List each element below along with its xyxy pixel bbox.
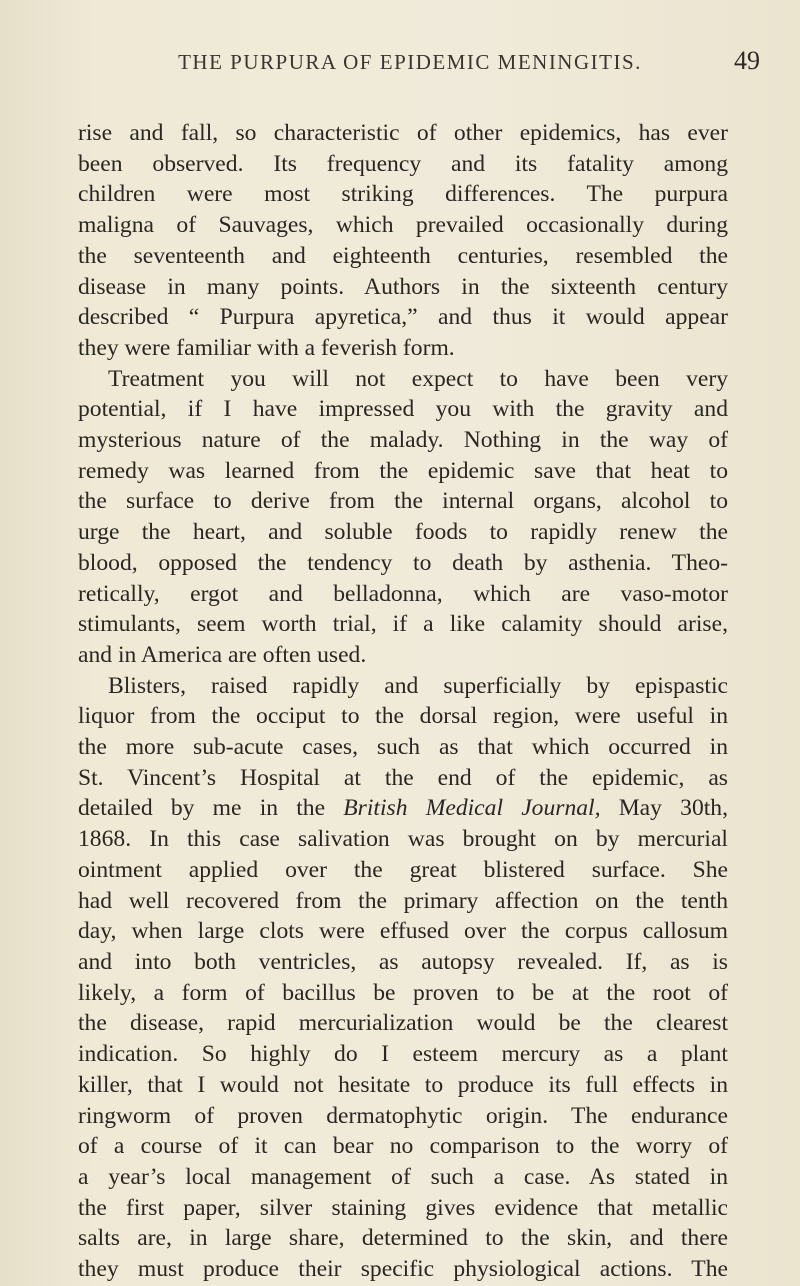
journal-title: British Medical Journal, — [343, 795, 601, 822]
text-line: likely, a form of bacillus be proven to be at the root of — [78, 979, 728, 1006]
text-line: Treatment you will not expect to have been very — [108, 365, 728, 392]
text-line: St. Vincent’s Hospital at the end of the epidemic, as — [78, 764, 728, 791]
text-line: Blisters, raised rapidly and superficially by epispastic — [108, 672, 728, 699]
text-line: of a course of it can bear no comparison to the worry of — [78, 1133, 728, 1160]
text-line: been observed. Its frequency and its fatality among — [78, 150, 728, 177]
text-line: retically, ergot and belladonna, which are vaso-motor — [78, 580, 728, 607]
text-line: disease in many points. Authors in the sixteenth century — [78, 273, 728, 300]
text-line: salts are, in large share, determined to the skin, and there — [78, 1225, 728, 1252]
text-line: children were most striking differences. The purpura — [78, 181, 728, 208]
text-fragment: detailed by me in the — [78, 795, 344, 822]
text-line: stimulants, seem worth trial, if a like calamity should arise, — [78, 611, 728, 638]
text-line: and into both ventricles, as autopsy revealed. If, as is — [78, 948, 728, 975]
text-line: urge the heart, and soluble foods to rapidly renew the — [78, 519, 728, 546]
text-line: rise and fall, so characteristic of other epidemics, has ever — [78, 120, 728, 146]
text-line: ringworm of proven dermatophytic origin. The endurance — [78, 1102, 728, 1129]
text-line: mysterious nature of the malady. Nothing in the way of — [78, 427, 728, 454]
text-line: remedy was learned from the epidemic save that heat to — [78, 457, 728, 484]
text-line: 1868. In this case salivation was brought on by mercurial — [78, 826, 728, 853]
text-line-with-citation — [78, 793, 728, 824]
text-line: had well recovered from the primary affection on the tenth — [78, 887, 728, 914]
page-header — [60, 46, 760, 90]
text-line: indication. So highly do I esteem mercury as a plant — [78, 1041, 728, 1068]
paragraph-1 — [78, 118, 728, 364]
text-line: blood, opposed the tendency to death by asthenia. Theo- — [78, 549, 728, 576]
text-line: a year’s local management of such a case. As stated in — [78, 1163, 728, 1190]
text-line: and in America are often used. — [78, 641, 367, 668]
paragraph-2 — [78, 364, 728, 671]
text-line: killer, that I would not hesitate to produce its full effects in — [78, 1071, 728, 1098]
text-line: they were familiar with a feverish form. — [78, 334, 455, 361]
text-line: the more sub-acute cases, such as that which occurred in — [78, 734, 728, 761]
text-line: ointment applied over the great blistered surface. She — [78, 856, 728, 883]
text-line: maligna of Sauvages, which prevailed occasionally during — [78, 212, 728, 239]
text-line: described “ Purpura apyretica,” and thus it would appear — [78, 304, 728, 331]
text-line: day, when large clots were effused over the corpus callosum — [78, 918, 728, 945]
text-line: liquor from the occiput to the dorsal region, were useful in — [78, 703, 728, 730]
text-line: the surface to derive from the internal organs, alcohol to — [78, 488, 728, 515]
text-line: potential, if I have impressed you with the gravity and — [78, 396, 728, 423]
body-text — [78, 118, 728, 1285]
text-fragment: May 30th, — [600, 795, 728, 822]
text-line: the first paper, silver staining gives evidence that metallic — [78, 1194, 728, 1221]
text-line: they must produce their specific physiological actions. The — [78, 1256, 728, 1283]
text-line: the disease, rapid mercurialization would be the clearest — [78, 1010, 728, 1037]
text-line: the seventeenth and eighteenth centuries, resembled the — [78, 242, 728, 269]
page-number: 49 — [734, 46, 760, 75]
paragraph-3 — [78, 671, 728, 1285]
running-head: THE PURPURA OF EPIDEMIC MENINGITIS. — [178, 50, 642, 74]
